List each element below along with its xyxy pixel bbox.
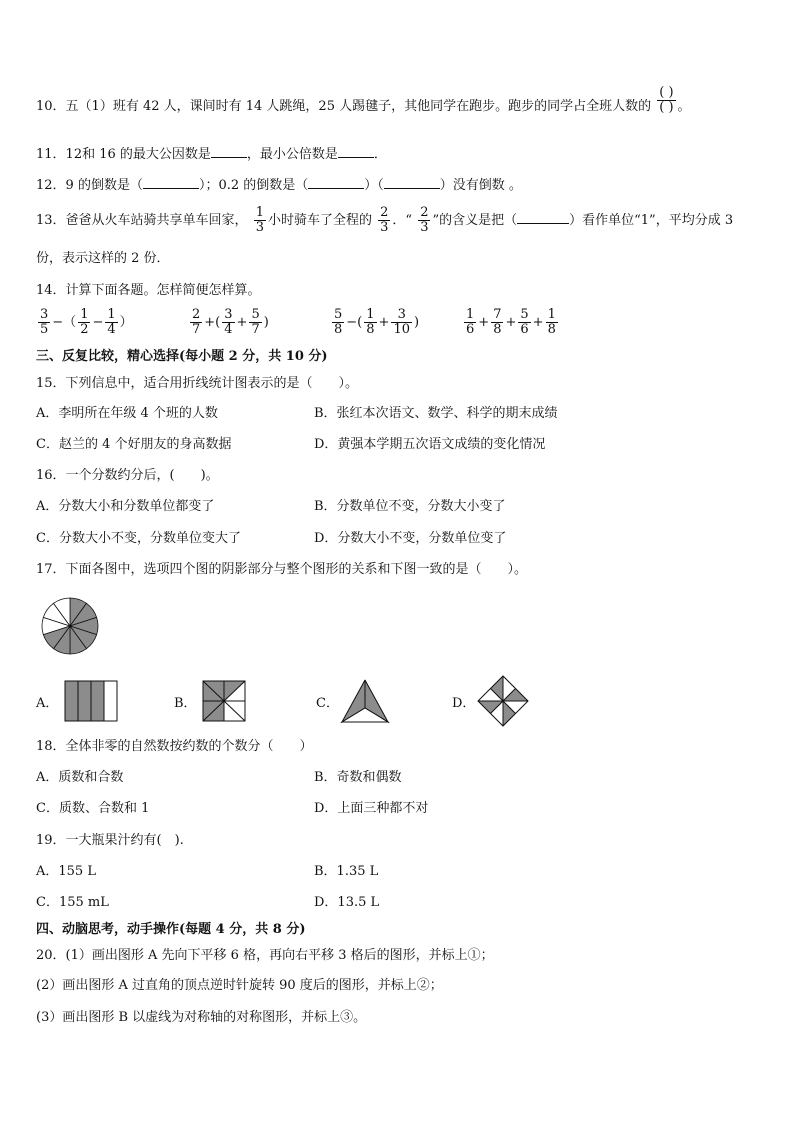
q18-stem: 18．全体非零的自然数按约数的个数分（ ） xyxy=(36,739,313,754)
q15-option-b[interactable]: B．张红本次语文、数学、科学的期末成绩 xyxy=(314,406,558,421)
q14-expression-3 xyxy=(330,308,419,337)
q10-end: 。 xyxy=(677,99,691,114)
q20-line-3: (3）画出图形 B 以虚线为对称轴的对称图形，并标上③。 xyxy=(36,1010,367,1025)
q13-part4: ”的含义是把（ xyxy=(432,213,518,228)
e4-b-den: 8 xyxy=(493,322,502,337)
e1-a-den: 5 xyxy=(40,322,49,337)
question-13 xyxy=(36,206,733,236)
q10-frac-denominator: ( ) xyxy=(659,100,674,115)
e2-c-den: 7 xyxy=(251,322,260,337)
q11-blank-lcm[interactable] xyxy=(338,145,374,158)
q13-fraction-2 xyxy=(378,206,390,235)
q18-option-d[interactable]: D．上面三种都不对 xyxy=(314,801,429,816)
q17-figure-b[interactable] xyxy=(202,680,246,722)
q17-reference-circle xyxy=(40,596,100,656)
q14-stem: 14．计算下面各题。怎样简便怎样算。 xyxy=(36,283,261,298)
q10-frac-numerator: ( ) xyxy=(659,85,674,100)
q18-option-c[interactable]: C．质数、合数和 1 xyxy=(36,801,150,816)
question-10 xyxy=(36,85,691,116)
q15-option-c[interactable]: C．赵兰的 4 个好朋友的身高数据 xyxy=(36,437,232,452)
q13-f2-den: 3 xyxy=(380,220,389,235)
q12-blank-2[interactable] xyxy=(308,176,364,189)
section-4-heading: 四、动脑思考，动手操作(每题 4 分，共 8 分) xyxy=(36,922,306,937)
q17-figure-d[interactable] xyxy=(476,674,530,728)
section-3-heading: 三、反复比较，精心选择(每小题 2 分，共 10 分) xyxy=(36,349,328,364)
q20-line-2: (2）画出图形 A 过直角的顶点逆时针旋转 90 度后的图形，并标上②； xyxy=(36,978,443,993)
q12-part2: ）；0.2 的倒数是（ xyxy=(198,178,309,193)
q13-part1: 13．爸爸从火车站骑共享单车回家， xyxy=(36,213,248,228)
q12-blank-1[interactable] xyxy=(143,176,199,189)
q13-line2: 份，表示这样的 2 份． xyxy=(36,251,170,266)
e3-c-num: 3 xyxy=(391,308,412,323)
e3-op1: −( xyxy=(346,315,363,330)
e1-op2: − xyxy=(92,315,104,330)
q11-part3: ． xyxy=(373,147,387,162)
e1-c-num: 1 xyxy=(107,307,116,322)
e3-a-num: 5 xyxy=(334,307,343,322)
e4-c-den: 6 xyxy=(520,322,529,337)
e3-b-num: 1 xyxy=(366,307,375,322)
q17-stem: 17．下面各图中，选项四个图的阴影部分与整个图形的关系和下图一致的是（ ）。 xyxy=(36,562,528,577)
e4-op2: + xyxy=(505,315,517,330)
q15-option-a[interactable]: A．李明所在年级 4 个班的人数 xyxy=(36,406,218,421)
q18-option-b[interactable]: B．奇数和偶数 xyxy=(314,770,402,785)
e1-b-den: 2 xyxy=(80,322,89,337)
e2-b-num: 3 xyxy=(224,307,233,322)
q13-fraction-1 xyxy=(254,206,266,235)
e2-a-num: 2 xyxy=(192,307,201,322)
q15-stem: 15．下列信息中，适合用折线统计图表示的是（ ）。 xyxy=(36,376,359,391)
e1-c-den: 4 xyxy=(107,322,116,337)
q19-option-d[interactable]: D．13.5 L xyxy=(314,895,380,910)
q14-expression-1 xyxy=(36,308,133,337)
q12-part3: ）（ xyxy=(364,178,384,193)
e4-op1: + xyxy=(478,315,490,330)
q17-label-c[interactable]: C． xyxy=(316,696,339,711)
question-11 xyxy=(36,145,387,164)
q18-option-a[interactable]: A．质数和合数 xyxy=(36,770,124,785)
e1-a-num: 3 xyxy=(40,307,49,322)
e2-op1: +( xyxy=(204,315,221,330)
q19-option-c[interactable]: C．155 mL xyxy=(36,895,109,910)
q13-f3-num: 2 xyxy=(420,205,429,220)
e3-a-den: 8 xyxy=(334,322,343,337)
q11-part2: ，最小公倍数是 xyxy=(246,147,338,162)
q16-option-c[interactable]: C．分数大小不变，分数单位变大了 xyxy=(36,531,241,546)
q19-option-a[interactable]: A．155 L xyxy=(36,864,96,879)
q13-f3-den: 3 xyxy=(420,220,429,235)
e3-c-den: 10 xyxy=(393,322,410,337)
q13-f2-num: 2 xyxy=(380,205,389,220)
q16-option-a[interactable]: A．分数大小和分数单位都变了 xyxy=(36,499,215,514)
e3-op2: + xyxy=(378,315,390,330)
e3-b-den: 8 xyxy=(366,322,375,337)
q11-part1: 11．12和 16 的最大公因数是 xyxy=(36,147,211,162)
q11-blank-gcd[interactable] xyxy=(211,145,247,158)
q19-option-b[interactable]: B．1.35 L xyxy=(314,864,379,879)
e4-b-num: 7 xyxy=(493,307,502,322)
q12-part4: ）没有倒数 。 xyxy=(439,178,522,193)
e4-op3: + xyxy=(532,315,544,330)
e1-op1: −（ xyxy=(52,315,77,330)
q12-part1: 12．9 的倒数是（ xyxy=(36,178,143,193)
q17-figure-a[interactable] xyxy=(64,680,118,722)
q13-part5: ）看作单位“1”，平均分成 3 xyxy=(569,213,734,228)
q17-label-a[interactable]: A． xyxy=(36,696,59,711)
q20-line-1: 20．(1）画出图形 A 先向下平移 6 格，再向右平移 3 格后的图形，并标上①； xyxy=(36,948,494,963)
q16-option-d[interactable]: D．分数大小不变，分数单位变了 xyxy=(314,531,507,546)
q13-blank[interactable] xyxy=(517,211,569,224)
q10-text: 10．五（1）班有 42 人，课间时有 14 人跳绳，25 人踢毽子，其他同学在跑步。跑步的同学占全班人数的 xyxy=(36,99,652,114)
q13-part2: 小时骑车了全程的 xyxy=(267,213,372,228)
q13-fraction-3 xyxy=(418,206,430,235)
q15-option-d[interactable]: D．黄强本学期五次语文成绩的变化情况 xyxy=(314,437,546,452)
q12-blank-3[interactable] xyxy=(384,176,440,189)
e3-end: ) xyxy=(413,315,420,330)
q16-stem: 16．一个分数约分后，( )。 xyxy=(36,468,219,483)
e4-a-den: 6 xyxy=(466,322,475,337)
e1-end: ） xyxy=(119,315,133,330)
q13-f1-den: 3 xyxy=(255,220,264,235)
q10-answer-fraction xyxy=(657,86,675,115)
e2-c-num: 5 xyxy=(251,307,260,322)
e2-a-den: 7 xyxy=(192,322,201,337)
q14-expression-2 xyxy=(188,308,269,337)
e4-d-num: 1 xyxy=(547,307,556,322)
e4-d-den: 8 xyxy=(547,322,556,337)
e1-b-num: 1 xyxy=(80,307,89,322)
e4-a-num: 1 xyxy=(466,307,475,322)
q13-part3: ．“ xyxy=(392,213,413,228)
q17-figure-c[interactable] xyxy=(340,678,390,724)
e2-end: ) xyxy=(263,315,269,330)
e2-b-den: 4 xyxy=(224,322,233,337)
q17-label-d[interactable]: D． xyxy=(452,696,476,711)
q13-f1-num: 1 xyxy=(255,205,264,220)
e2-op2: + xyxy=(236,315,248,330)
q17-label-b[interactable]: B． xyxy=(174,696,197,711)
q14-expression-4 xyxy=(462,308,560,337)
q16-option-b[interactable]: B．分数单位不变，分数大小变了 xyxy=(314,499,506,514)
question-12 xyxy=(36,176,522,195)
e4-c-num: 5 xyxy=(520,307,529,322)
q19-stem: 19．一大瓶果汁约有( ). xyxy=(36,833,184,848)
